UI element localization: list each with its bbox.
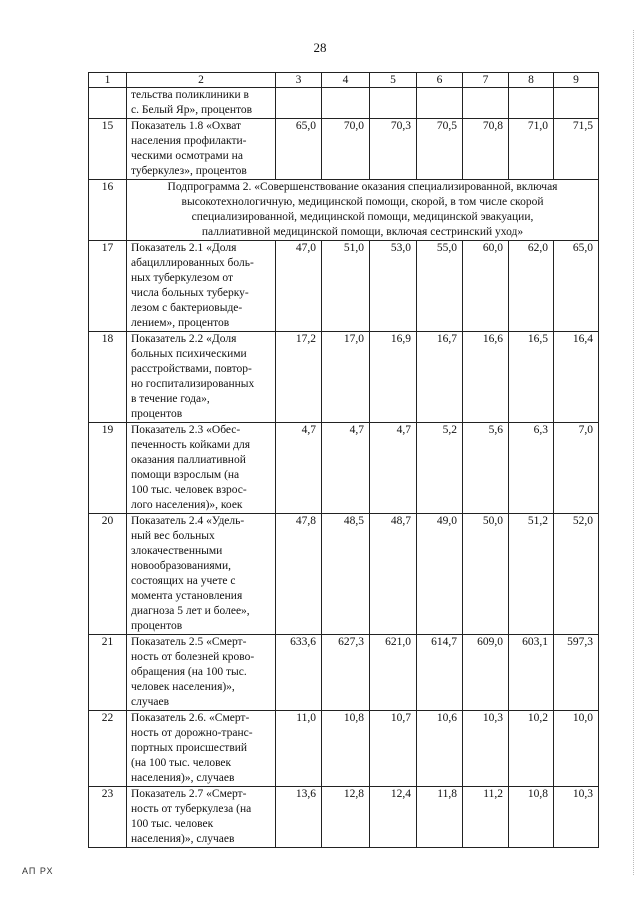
value-cell: 60,0	[463, 241, 509, 332]
row-number: 22	[89, 711, 127, 787]
value-cell: 62,0	[509, 241, 554, 332]
value-cell: 70,0	[322, 119, 370, 180]
value-cell: 10,0	[554, 711, 599, 787]
row-number: 21	[89, 635, 127, 711]
cell-line: состоящих на учете с	[131, 575, 236, 587]
value-cell	[276, 88, 322, 119]
cell-line: в течение года»,	[131, 393, 210, 405]
cell-line: Показатель 2.2 «Доля	[131, 333, 237, 345]
cell-line: ность от дорожно-транс-	[131, 727, 253, 739]
indicator-name	[127, 119, 276, 180]
indicator-name	[127, 241, 276, 332]
header-cell: 1	[89, 73, 127, 88]
value-cell: 10,8	[322, 711, 370, 787]
value-cell: 7,0	[554, 423, 599, 514]
cell-line: 100 тыс. человек	[131, 818, 214, 830]
cell-line: населения)», случаев	[131, 772, 235, 784]
value-cell: 17,0	[322, 332, 370, 423]
value-cell: 16,9	[370, 332, 417, 423]
row-number: 23	[89, 787, 127, 848]
header-cell: 7	[463, 73, 509, 88]
cell-line: населения)», случаев	[131, 833, 235, 845]
cell-line: паллиативной медицинской помощи, включая сестринский уход»	[201, 226, 524, 238]
header-cell: 6	[417, 73, 463, 88]
value-cell: 4,7	[276, 423, 322, 514]
cell-line: ный вес больных	[131, 530, 215, 542]
header-cell: 4	[322, 73, 370, 88]
table-row	[89, 711, 599, 787]
value-cell: 609,0	[463, 635, 509, 711]
cell-line: Показатель 1.8 «Охват	[131, 120, 242, 132]
indicator-name	[127, 787, 276, 848]
cell-line: абациллированных боль-	[131, 257, 254, 269]
value-cell: 70,3	[370, 119, 417, 180]
cell-line: Подпрограмма 2. «Совершенствование оказания специализированной, включая	[167, 181, 558, 193]
cell-line: 100 тыс. человек взрос-	[131, 484, 247, 496]
value-cell: 52,0	[554, 514, 599, 635]
page-number: 28	[313, 40, 327, 55]
row-number: 17	[89, 241, 127, 332]
cell-line: ность от болезней крово-	[131, 651, 255, 663]
cell-line: лезом с бактериовыде-	[131, 302, 243, 314]
value-cell: 12,4	[370, 787, 417, 848]
cell-line: ных туберкулезом от	[131, 272, 233, 284]
value-cell: 603,1	[509, 635, 554, 711]
value-cell	[554, 88, 599, 119]
table-body	[89, 88, 599, 848]
value-cell: 65,0	[276, 119, 322, 180]
value-cell: 71,0	[509, 119, 554, 180]
cell-line: новообразованиями,	[131, 560, 231, 572]
cell-line: числа больных туберку-	[131, 287, 249, 299]
value-cell: 10,3	[554, 787, 599, 848]
value-cell	[370, 88, 417, 119]
header-cell: 8	[509, 73, 554, 88]
table-row	[89, 635, 599, 711]
cell-line: туберкулез», процентов	[131, 165, 247, 177]
indicator-name	[127, 332, 276, 423]
value-cell	[463, 88, 509, 119]
value-cell: 5,2	[417, 423, 463, 514]
cell-line: диагноза 5 лет и более»,	[131, 605, 250, 617]
cell-line: обращения (на 100 тыс.	[131, 666, 247, 678]
footer-stamp: АП РХ	[22, 866, 54, 876]
subprogram-title	[127, 180, 599, 241]
value-cell: 16,7	[417, 332, 463, 423]
value-cell: 70,8	[463, 119, 509, 180]
value-cell: 55,0	[417, 241, 463, 332]
table-row	[89, 119, 599, 180]
cell-line: злокачественными	[131, 545, 223, 557]
indicator-name	[127, 711, 276, 787]
indicator-name	[127, 88, 276, 119]
cell-line: с. Белый Яр», процентов	[131, 104, 253, 116]
scan-edge	[632, 30, 634, 875]
value-cell: 4,7	[322, 423, 370, 514]
value-cell: 16,5	[509, 332, 554, 423]
value-cell: 6,3	[509, 423, 554, 514]
cell-line: Показатель 2.7 «Смерт-	[131, 788, 247, 800]
cell-line: Показатель 2.6. «Смерт-	[131, 712, 250, 724]
cell-line: человек населения)»,	[131, 681, 235, 693]
value-cell: 71,5	[554, 119, 599, 180]
value-cell: 65,0	[554, 241, 599, 332]
value-cell: 16,6	[463, 332, 509, 423]
cell-line: момента установления	[131, 590, 243, 602]
value-cell: 51,0	[322, 241, 370, 332]
value-cell: 10,7	[370, 711, 417, 787]
value-cell: 48,5	[322, 514, 370, 635]
row-number: 18	[89, 332, 127, 423]
cell-line: расстройствами, повтор-	[131, 363, 252, 375]
value-cell: 11,0	[276, 711, 322, 787]
table-row	[89, 423, 599, 514]
value-cell: 11,2	[463, 787, 509, 848]
value-cell: 10,3	[463, 711, 509, 787]
value-cell: 51,2	[509, 514, 554, 635]
value-cell: 621,0	[370, 635, 417, 711]
value-cell: 16,4	[554, 332, 599, 423]
value-cell: 597,3	[554, 635, 599, 711]
value-cell: 12,8	[322, 787, 370, 848]
cell-line: портных происшествий	[131, 742, 248, 754]
cell-line: процентов	[131, 620, 183, 632]
table-row	[89, 332, 599, 423]
cell-line: лением», процентов	[131, 317, 230, 329]
value-cell: 13,6	[276, 787, 322, 848]
value-cell: 47,0	[276, 241, 322, 332]
cell-line: Показатель 2.5 «Смерт-	[131, 636, 247, 648]
cell-line: процентов	[131, 408, 183, 420]
value-cell	[509, 88, 554, 119]
row-number: 20	[89, 514, 127, 635]
row-number: 16	[89, 180, 127, 241]
indicator-name	[127, 423, 276, 514]
indicator-name	[127, 514, 276, 635]
table-header	[89, 73, 599, 88]
value-cell: 50,0	[463, 514, 509, 635]
value-cell: 11,8	[417, 787, 463, 848]
value-cell	[417, 88, 463, 119]
header-cell: 9	[554, 73, 599, 88]
table-row	[89, 88, 599, 119]
cell-line: тельства поликлиники в	[131, 89, 249, 101]
table-row	[89, 241, 599, 332]
cell-line: печенность койками для	[131, 439, 251, 451]
cell-line: ность от туберкулеза (на	[131, 803, 252, 815]
indicator-name	[127, 635, 276, 711]
value-cell: 49,0	[417, 514, 463, 635]
row-number	[89, 88, 127, 119]
table-row	[89, 180, 599, 241]
cell-line: высокотехнологичную, медицинской помощи, скорой, в том числе скорой	[181, 196, 544, 208]
value-cell: 47,8	[276, 514, 322, 635]
cell-line: Показатель 2.4 «Удель-	[131, 515, 245, 527]
value-cell: 5,6	[463, 423, 509, 514]
cell-line: Показатель 2.1 «Доля	[131, 242, 237, 254]
value-cell	[322, 88, 370, 119]
value-cell: 627,3	[322, 635, 370, 711]
table-row	[89, 514, 599, 635]
indicators-table	[88, 72, 599, 848]
header-cell: 5	[370, 73, 417, 88]
cell-line: оказания паллиативной	[131, 454, 246, 466]
cell-line: ческими осмотрами на	[131, 150, 243, 162]
value-cell: 4,7	[370, 423, 417, 514]
cell-line: случаев	[131, 696, 170, 708]
value-cell: 633,6	[276, 635, 322, 711]
value-cell: 10,6	[417, 711, 463, 787]
cell-line: помощи взрослым (на	[131, 469, 240, 481]
cell-line: (на 100 тыс. человек	[131, 757, 232, 769]
value-cell: 53,0	[370, 241, 417, 332]
cell-line: специализированной, медицинской помощи, медицинской эвакуации,	[191, 211, 534, 223]
value-cell: 48,7	[370, 514, 417, 635]
header-cell: 3	[276, 73, 322, 88]
value-cell: 10,2	[509, 711, 554, 787]
row-number: 19	[89, 423, 127, 514]
value-cell: 10,8	[509, 787, 554, 848]
cell-line: населения профилакти-	[131, 135, 247, 147]
cell-line: лого населения)», коек	[131, 499, 243, 511]
cell-line: Показатель 2.3 «Обес-	[131, 424, 241, 436]
table-row	[89, 787, 599, 848]
value-cell: 614,7	[417, 635, 463, 711]
value-cell: 17,2	[276, 332, 322, 423]
header-cell: 2	[127, 73, 276, 88]
cell-line: больных психическими	[131, 348, 247, 360]
value-cell: 70,5	[417, 119, 463, 180]
cell-line: но госпитализированных	[131, 378, 255, 390]
row-number: 15	[89, 119, 127, 180]
